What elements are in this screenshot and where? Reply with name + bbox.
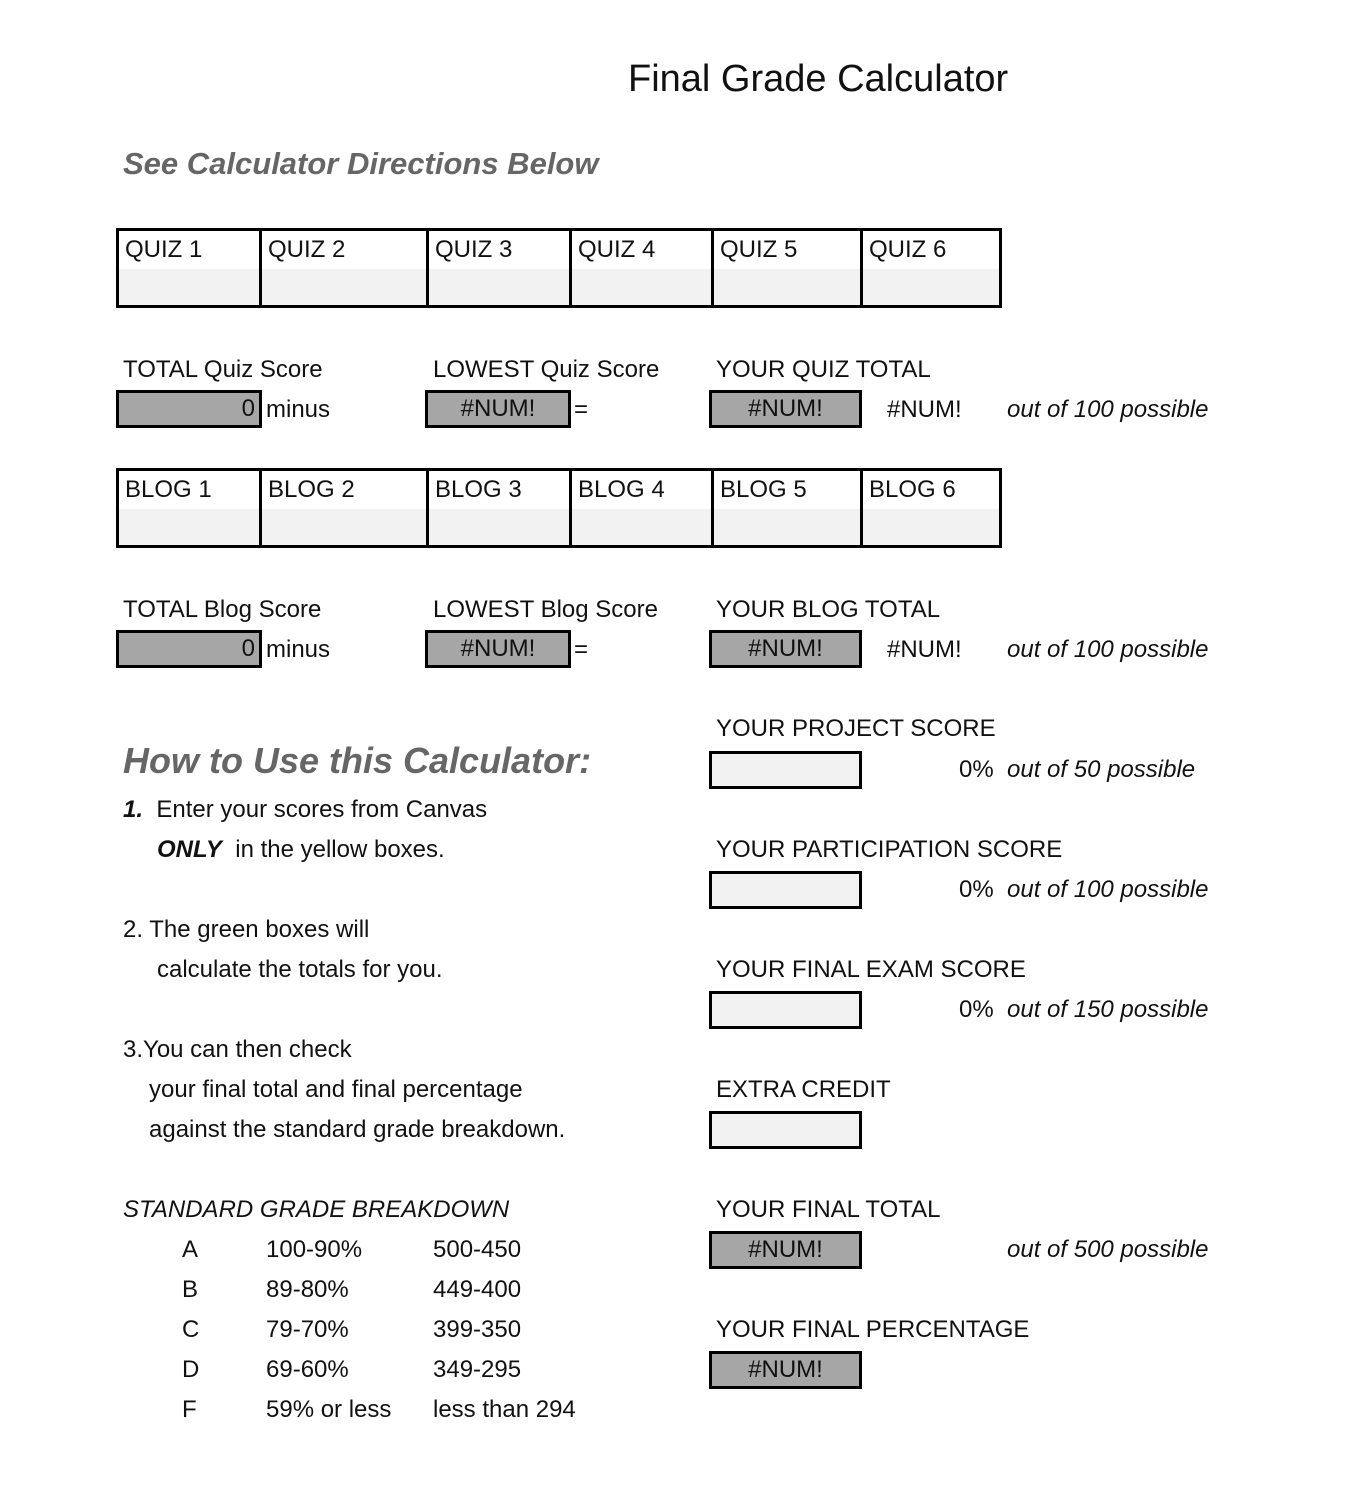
only-emphasis: ONLY <box>157 836 222 863</box>
quiz-header: QUIZ 3 <box>429 231 572 269</box>
step-text: Enter your scores from Canvas <box>156 796 488 823</box>
page-title: Final Grade Calculator <box>628 58 1009 100</box>
blog-5-input[interactable] <box>714 509 863 545</box>
blog-header: BLOG 5 <box>714 471 863 509</box>
quiz-6-input[interactable] <box>863 269 999 305</box>
directions-subtitle: See Calculator Directions Below <box>123 146 599 181</box>
final-total-out-of: out of 500 possible <box>1007 1236 1209 1263</box>
step-text: in the yellow boxes. <box>235 836 445 863</box>
final-percentage-label: YOUR FINAL PERCENTAGE <box>716 1316 1030 1343</box>
quiz-header: QUIZ 6 <box>869 236 947 263</box>
howto-step-3: 3.You can then check <box>123 1036 352 1063</box>
final-exam-input[interactable] <box>709 991 862 1029</box>
blog-header: BLOG 1 <box>119 471 262 509</box>
grade-point-range: less than 294 <box>433 1396 576 1423</box>
project-out-of: out of 50 possible <box>1007 756 1196 783</box>
grade-point-range: 500-450 <box>433 1236 522 1263</box>
blog-6-input[interactable] <box>863 509 999 545</box>
quiz-score-grid <box>116 228 1002 308</box>
final-total-value: #NUM! <box>709 1231 862 1269</box>
grade-percent-range: 100-90% <box>266 1236 363 1263</box>
grade-letter: D <box>182 1356 200 1383</box>
grade-point-range: 399-350 <box>433 1316 522 1343</box>
equals-sign: = <box>574 396 589 423</box>
lowest-quiz-score: #NUM! <box>425 390 571 428</box>
howto-step-2: 2. The green boxes will <box>123 916 370 943</box>
howto-heading: How to Use this Calculator: <box>123 740 592 781</box>
extra-credit-label: EXTRA CREDIT <box>716 1076 891 1103</box>
project-percentage: 0% <box>959 756 994 783</box>
grade-breakdown-heading: STANDARD GRADE BREAKDOWN <box>123 1196 510 1223</box>
blog-header: BLOG 2 <box>262 471 429 509</box>
blog-1-input[interactable] <box>119 509 262 545</box>
quiz-1-input[interactable] <box>119 269 262 305</box>
grade-percent-range: 69-60% <box>266 1356 349 1383</box>
final-exam-label: YOUR FINAL EXAM SCORE <box>716 956 1026 983</box>
grade-point-range: 349-295 <box>433 1356 522 1383</box>
howto-step-1-cont <box>157 838 445 862</box>
quiz-header-row <box>119 231 999 272</box>
quiz-header: QUIZ 4 <box>572 231 714 269</box>
quiz-5-input[interactable] <box>714 269 863 305</box>
total-blog-score: 0 <box>116 630 262 668</box>
grade-letter: F <box>182 1396 197 1423</box>
final-percentage-value: #NUM! <box>709 1351 862 1389</box>
grade-percent-range: 79-70% <box>266 1316 349 1343</box>
quiz-input-row <box>119 269 999 305</box>
final-total-label: YOUR FINAL TOTAL <box>716 1196 941 1223</box>
project-score-input[interactable] <box>709 751 862 789</box>
blog-2-input[interactable] <box>262 509 429 545</box>
final-exam-out-of: out of 150 possible <box>1007 996 1209 1023</box>
quiz-percentage: #NUM! <box>887 396 962 423</box>
quiz-3-input[interactable] <box>429 269 572 305</box>
blog-header: BLOG 3 <box>429 471 572 509</box>
blog-header: BLOG 6 <box>869 476 956 503</box>
lowest-blog-score: #NUM! <box>425 630 571 668</box>
participation-out-of: out of 100 possible <box>1007 876 1209 903</box>
minus-label: minus <box>266 396 331 423</box>
grade-percent-range: 89-80% <box>266 1276 349 1303</box>
grade-percent-range: 59% or less <box>266 1396 392 1423</box>
blog-3-input[interactable] <box>429 509 572 545</box>
final-exam-percentage: 0% <box>959 996 994 1023</box>
quiz-2-input[interactable] <box>262 269 429 305</box>
total-quiz-score: 0 <box>116 390 262 428</box>
participation-score-label: YOUR PARTICIPATION SCORE <box>716 836 1063 863</box>
step-number: 1. <box>123 796 144 823</box>
your-blog-total-label: YOUR BLOG TOTAL <box>716 596 941 623</box>
quiz-header: QUIZ 1 <box>119 231 262 269</box>
blog-score-grid <box>116 468 1002 548</box>
howto-step-1 <box>123 798 487 822</box>
quiz-out-of: out of 100 possible <box>1007 396 1209 423</box>
howto-step-3-cont: your final total and final percentage <box>149 1076 523 1103</box>
grade-letter: C <box>182 1316 200 1343</box>
total-quiz-label: TOTAL Quiz Score <box>123 356 323 383</box>
blog-4-input[interactable] <box>572 509 714 545</box>
your-quiz-total: #NUM! <box>709 390 862 428</box>
howto-step-3-cont: against the standard grade breakdown. <box>149 1116 566 1143</box>
lowest-quiz-label: LOWEST Quiz Score <box>433 356 660 383</box>
quiz-header: QUIZ 5 <box>714 231 863 269</box>
quiz-header: QUIZ 2 <box>262 231 429 269</box>
grade-letter: B <box>182 1276 199 1303</box>
grade-point-range: 449-400 <box>433 1276 522 1303</box>
extra-credit-input[interactable] <box>709 1111 862 1149</box>
blog-header-row <box>119 471 999 512</box>
blog-header: BLOG 4 <box>572 471 714 509</box>
total-blog-label: TOTAL Blog Score <box>123 596 322 623</box>
quiz-4-input[interactable] <box>572 269 714 305</box>
equals-sign: = <box>574 636 589 663</box>
blog-percentage: #NUM! <box>887 636 962 663</box>
your-quiz-total-label: YOUR QUIZ TOTAL <box>716 356 931 383</box>
lowest-blog-label: LOWEST Blog Score <box>433 596 658 623</box>
minus-label: minus <box>266 636 331 663</box>
howto-step-2-cont: calculate the totals for you. <box>157 956 443 983</box>
blog-input-row <box>119 509 999 545</box>
project-score-label: YOUR PROJECT SCORE <box>716 715 996 742</box>
grade-letter: A <box>182 1236 199 1263</box>
blog-out-of: out of 100 possible <box>1007 636 1209 663</box>
participation-score-input[interactable] <box>709 871 862 909</box>
participation-percentage: 0% <box>959 876 994 903</box>
your-blog-total: #NUM! <box>709 630 862 668</box>
